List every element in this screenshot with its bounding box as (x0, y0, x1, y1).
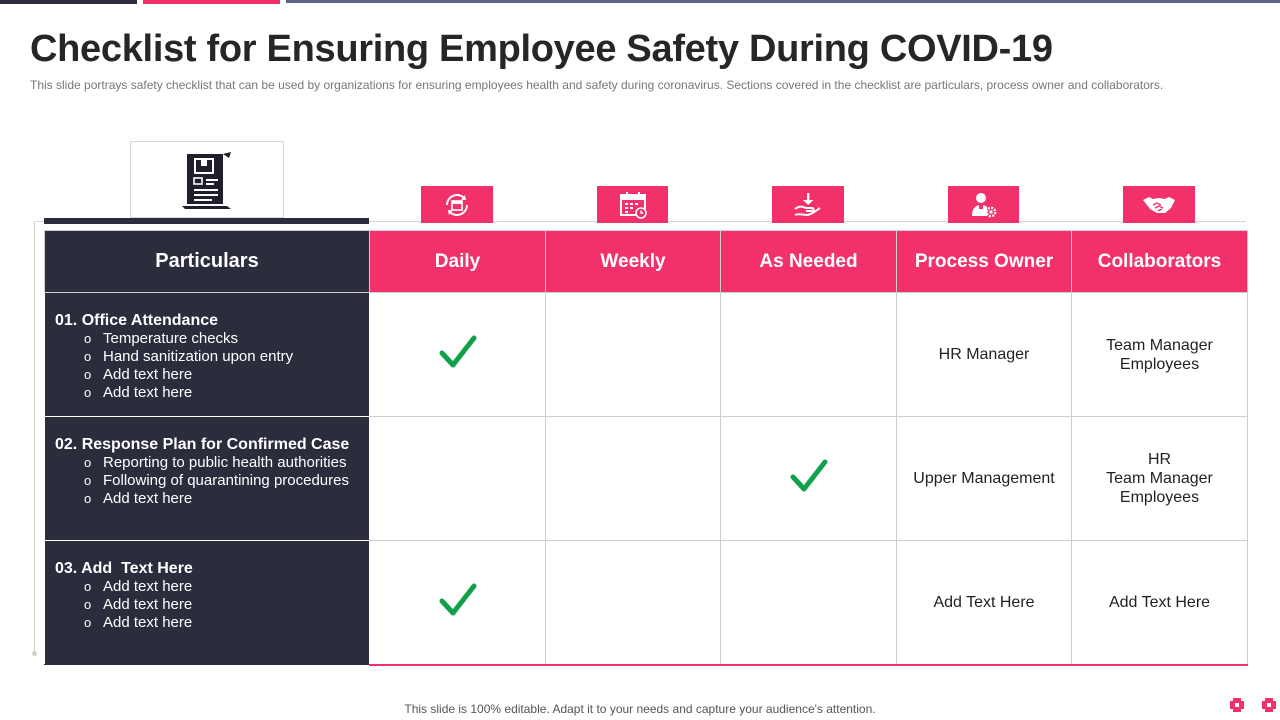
header-process-owner: Process Owner (897, 231, 1072, 293)
page-subtitle: This slide portrays safety checklist that can be used by organizations for ensuring employees health and safety during coronavirus. Sections covered in the checklist are particulars, process owner and collaborators. (30, 78, 1164, 92)
list-item: o Add text here (55, 490, 369, 508)
daily-cell (370, 293, 546, 417)
checkmark-icon (438, 580, 478, 620)
collaborators-text (1072, 336, 1247, 374)
top-accent-bar-slate (286, 0, 1280, 3)
weekly-cell (546, 293, 721, 417)
footer-note: This slide is 100% editable. Adapt it to your needs and capture your audience's attention. (404, 702, 876, 716)
particulars-accent-strip (44, 218, 369, 224)
daily-cell (370, 541, 546, 665)
process-owner-cell (897, 541, 1072, 665)
process-owner-cell (897, 293, 1072, 417)
checklist-table (44, 230, 1248, 666)
as-needed-icon-box (772, 186, 844, 223)
as-needed-cell (721, 541, 897, 665)
list-item: o Add text here (55, 578, 369, 596)
top-accent-bar-dark (0, 0, 137, 4)
collaborators-icon-box (1123, 186, 1195, 223)
top-accent-bar-pink (143, 0, 280, 4)
weekly-icon-box (597, 186, 668, 223)
collaborators-cell (1072, 293, 1248, 417)
table-row (45, 541, 1248, 665)
daily-icon-box (421, 186, 493, 223)
handshake-icon (1142, 193, 1176, 217)
weekly-cell (546, 417, 721, 541)
process-owner-cell (897, 417, 1072, 541)
header-collaborators: Collaborators (1072, 231, 1248, 293)
document-icon-box (130, 141, 284, 218)
collaborator: HR (1147, 451, 1172, 468)
list-item: o Add text here (55, 614, 369, 632)
timeline-line (34, 221, 35, 653)
header-weekly: Weekly (546, 231, 721, 293)
calendar-cycle-icon (442, 192, 472, 218)
document-icon (179, 150, 235, 210)
timeline-dot (32, 651, 37, 656)
checkmark-icon (438, 332, 478, 372)
process-owner-icon-box (948, 186, 1019, 223)
as-needed-cell (721, 417, 897, 541)
particular-sublist (55, 330, 369, 402)
list-item: o Temperature checks (55, 330, 369, 348)
weekly-cell (546, 541, 721, 665)
corner-mark-icon (1230, 698, 1244, 712)
collaborators-cell (1072, 541, 1248, 665)
particulars-cell (45, 541, 370, 665)
page-title: Checklist for Ensuring Employee Safety During COVID-19 (30, 28, 1053, 70)
list-item: o Reporting to public health authorities (55, 454, 369, 472)
table-header-row (45, 231, 1248, 293)
collaborator: Employees (1119, 355, 1200, 373)
collaborator: Add Text Here (1108, 593, 1211, 611)
header-as-needed: As Needed (721, 231, 897, 293)
list-item: o Add text here (55, 596, 369, 614)
particulars-cell (45, 293, 370, 417)
collaborators-cell (1072, 417, 1248, 541)
particulars-cell (45, 417, 370, 541)
collaborators-text (1072, 593, 1247, 612)
collaborators-text (1072, 450, 1247, 507)
particular-title: 01. Office Attendance (55, 312, 219, 329)
collaborator: Employees (1119, 489, 1200, 506)
header-daily: Daily (370, 231, 546, 293)
as-needed-cell (721, 293, 897, 417)
list-item: o Hand sanitization upon entry (55, 348, 369, 366)
list-item: o Following of quarantining procedures (55, 472, 369, 490)
hand-download-icon (793, 192, 823, 218)
particular-sublist (55, 578, 369, 632)
table-row (45, 293, 1248, 417)
list-item: o Add text here (55, 366, 369, 384)
corner-mark-icon (1262, 698, 1276, 712)
particular-title: 02. Response Plan for Confirmed Case (55, 436, 350, 453)
particular-title: 03. Add Text Here (55, 560, 193, 577)
header-particulars: Particulars (45, 231, 370, 293)
process-owner-text: Add Text Here (933, 593, 1035, 611)
collaborator: Team Manager (1106, 336, 1213, 354)
collaborator: Team Manager (1106, 470, 1213, 487)
particular-sublist (55, 454, 369, 508)
process-owner-text: HR Manager (938, 346, 1030, 363)
list-item: o Add text here (55, 384, 369, 402)
user-gear-icon (970, 191, 998, 219)
calendar-icon (619, 191, 647, 219)
daily-cell (370, 417, 546, 541)
table-row (45, 417, 1248, 541)
checkmark-icon (789, 456, 829, 496)
process-owner-text: Upper Management (913, 470, 1055, 487)
